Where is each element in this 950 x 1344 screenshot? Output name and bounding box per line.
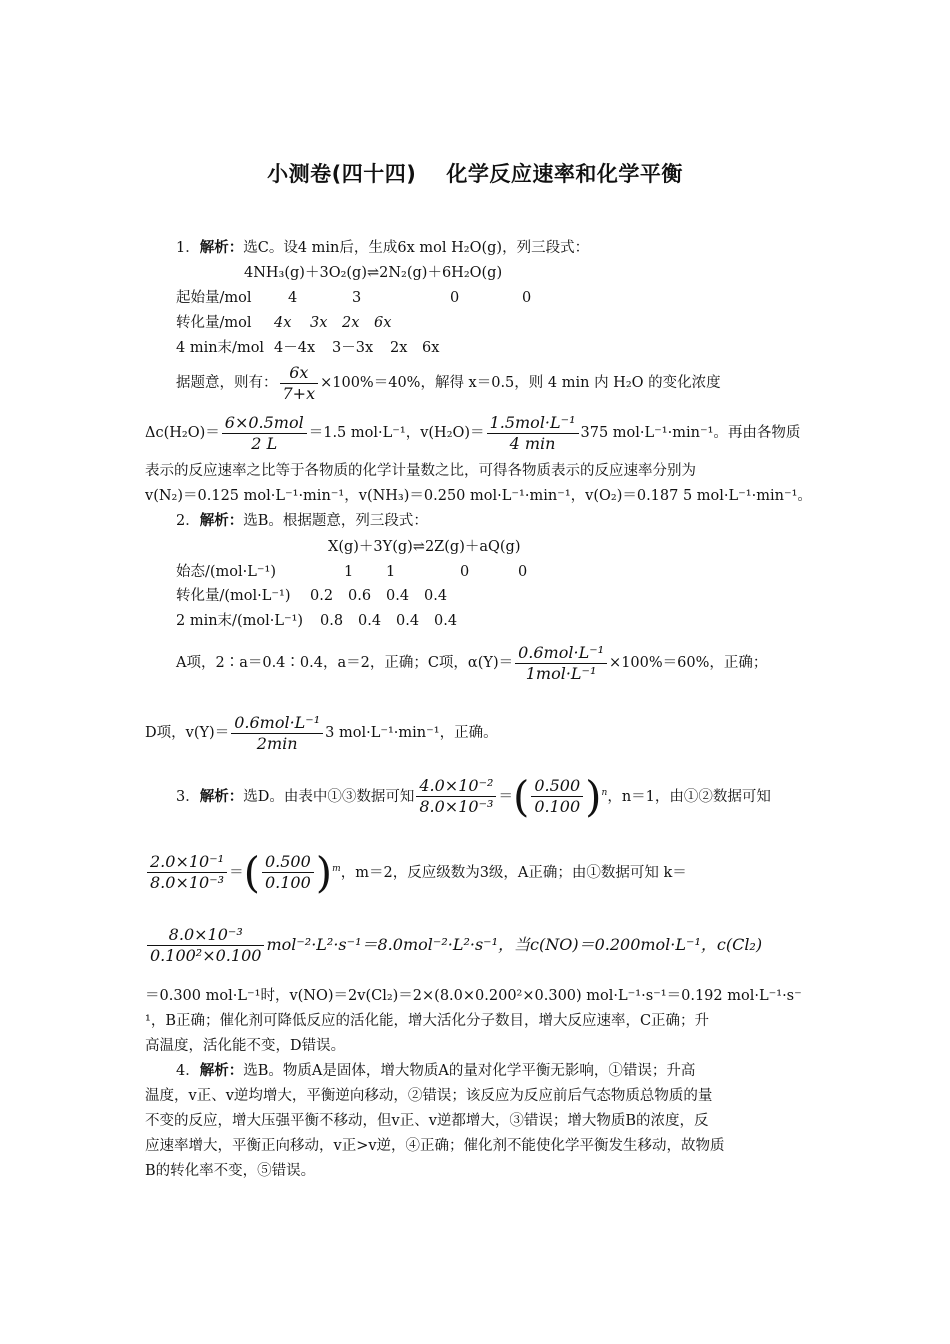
q1-para1: 据题意，则有： $\frac{6x}{7+x}$ ×100%＝40%，解得 x＝0.5，则 4 min 内 H₂O 的变化浓度 [176, 362, 721, 403]
q4-para3: 不变的反应，增大压强平衡不移动，但v正、v逆都增大，③错误；增大物质B的浓度，反 [145, 1113, 709, 1129]
q1-lead: 1．解析：选C。设4 min后，生成6x mol H₂O(g)，列三段式： [176, 240, 590, 256]
q3-frac-k: $\frac{\text{8.0×10⁻³}}{\text{0.100²×0.100}}$ [147, 925, 264, 966]
q2-row2: 转化量/(mol·L⁻¹) 0.2 0.6 0.4 0.4 [176, 588, 448, 604]
q2-frac-rate: $\frac{\text{0.6mol·L⁻¹}}{2\min}$ [231, 713, 323, 754]
q3-para2: $\frac{\text{2.0×10⁻¹}}{\text{8.0×10⁻³}}$ ＝( $\frac{0.500}{0.100}$ )$^m$，m＝2，反应级数为3级，A正确；由①数据可知 k＝ [145, 846, 687, 896]
page-title [0, 158, 950, 188]
q4-para4: 应速率增大，平衡正向移动，v正>v逆，④正确；催化剂不能使化学平衡发生移动，故物质 [145, 1138, 725, 1154]
q2-row1: 始态/(mol·L⁻¹) 1 1 0 0 [176, 564, 528, 580]
q2-row3: 2 min末/(mol·L⁻¹) 0.8 0.4 0.4 0.4 [176, 613, 458, 629]
q1-para3: 表示的反应速率之比等于各物质的化学计量数之比，可得各物质表示的反应速率分别为 [145, 463, 696, 479]
q2-para2: D项，v(Y)＝ $\frac{\text{0.6mol·L⁻¹}}{2\min}$ 3 mol·L⁻¹·min⁻¹，正确。 [145, 712, 498, 753]
q2-frac-alpha: $\frac{\text{0.6mol·L⁻¹}}{\text{1mol·L⁻¹}}$ [515, 643, 607, 684]
q1-row1: 起始量/mol 4 3 0 0 [176, 290, 532, 306]
q3-frac-b1: $\frac{\text{2.0×10⁻¹}}{\text{8.0×10⁻³}}$ [147, 852, 227, 893]
q3-para5: ¹，B正确；催化剂可降低反应的活化能，增大活化分子数目，增大反应速率，C正确；升 [145, 1013, 710, 1029]
q3-frac-a1: $\frac{\text{4.0×10⁻²}}{\text{8.0×10⁻³}}$ [416, 776, 496, 817]
title-main: 小测卷(四十四) [267, 162, 417, 186]
q3-para6: 高温度，活化能不变，D错误。 [145, 1038, 346, 1054]
q1-frac-ratio: $\frac{6x}{7+x}$ [280, 363, 319, 404]
q3-frac-b2: $\frac{0.500}{0.100}$ [262, 852, 314, 893]
q3-para1: 3．解析：选D。由表中①③数据可知 $\frac{\text{4.0×10⁻²}}{\text{8.0×10⁻³}}$ ＝( $\frac{0.500}{0.100}$ )$^n$，n＝1，由①②数据可知 [176, 771, 771, 821]
q1-frac-rate: $\frac{\text{1.5mol·L⁻¹}}{4 \min}$ [487, 413, 579, 454]
q3-frac-a2: $\frac{0.500}{0.100}$ [531, 776, 583, 817]
q1-equation: 4NH₃(g)＋3O₂(g)⇌2N₂(g)＋6H₂O(g) [244, 265, 503, 281]
q4-para5: B的转化率不变，⑤错误。 [145, 1163, 316, 1179]
q4-para2: 温度，v正、v逆均增大，平衡逆向移动，②错误；该反应为反应前后气态物质总物质的量 [145, 1088, 713, 1104]
q2-lead: 2．解析：选B。根据题意，列三段式： [176, 513, 428, 529]
q1-frac-conc: $\frac{\text{6×0.5mol}}{2 L}$ [222, 413, 307, 454]
q1-para2: Δc(H₂O)＝ $\frac{\text{6×0.5mol}}{2 L}$ ＝1.5 mol·L⁻¹，v(H₂O)＝ $\frac{\text{1.5mol·L⁻¹}}{4 \min}$ 375 mol·L⁻¹·min⁻¹。再由各物质 [145, 412, 801, 453]
q1-para4: v(N₂)＝0.125 mol·L⁻¹·min⁻¹，v(NH₃)＝0.250 mol·L⁻¹·min⁻¹，v(O₂)＝0.187 5 mol·L⁻¹·min⁻¹。 [145, 488, 812, 504]
q1-row3: 4 min末/mol 4－4x 3－3x 2x 6x [176, 340, 440, 356]
q2-equation: X(g)＋3Y(g)⇌2Z(g)＋aQ(g) [328, 539, 521, 555]
q1-row2: 转化量/mol 4x 3x 2x 6x [176, 315, 392, 331]
q3-para3: $\frac{\text{8.0×10⁻³}}{\text{0.100²×0.100}}$ mol⁻²·L²·s⁻¹＝8.0mol⁻²·L²·s⁻¹，当c(NO)＝0.200mol·L⁻¹，c(Cl₂) [145, 922, 762, 968]
q4-lead: 4．解析：选B。物质A是固体，增大物质A的量对化学平衡无影响，①错误；升高 [176, 1063, 696, 1079]
q2-para1: A项，2∶a＝0.4∶0.4，a＝2，正确；C项，α(Y)＝ $\frac{\text{0.6mol·L⁻¹}}{\text{1mol·L⁻¹}}$ ×100%＝60%，正确； [176, 642, 768, 683]
q3-para4: ＝0.300 mol·L⁻¹时，v(NO)＝2v(Cl₂)＝2×(8.0×0.200²×0.300) mol·L⁻¹·s⁻¹＝0.192 mol·L⁻¹·s⁻ [145, 988, 802, 1004]
title-sub: 化学反应速率和化学平衡 [446, 162, 683, 186]
